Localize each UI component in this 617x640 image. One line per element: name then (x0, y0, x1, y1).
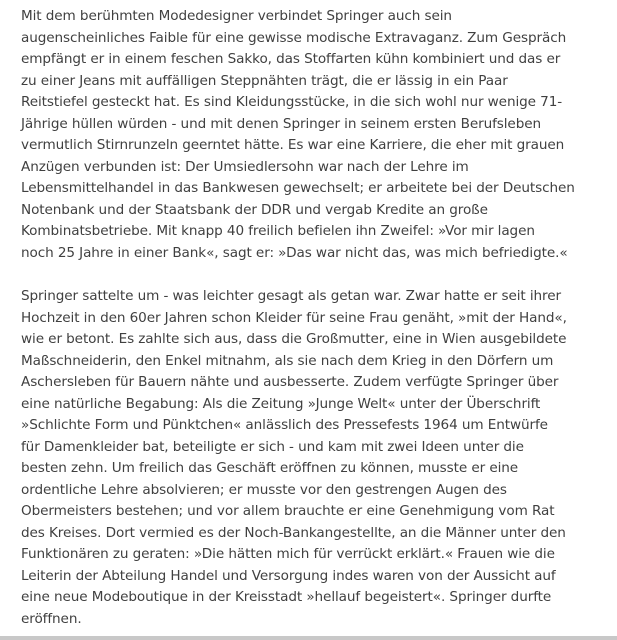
text-line: eine natürliche Begabung: Als die Zeitung »Junge Welt« unter der Überschrift (21, 395, 541, 412)
text-line: empfängt er in einem feschen Sakko, das Stoffarten kühn kombiniert und das er (21, 51, 561, 67)
text-line: vermutlich Stirnrunzeln geerntet hätte. Es war eine Karriere, die eher mit grauen (21, 137, 565, 153)
text-line: Leiterin der Abteilung Handel und Versorgung indes waren von der Aussicht auf (21, 567, 556, 584)
text-line: Reitstiefel gesteckt hat. Es sind Kleidungsstücke, in die sich wohl nur wenige 71- (21, 94, 563, 110)
text-line: Lebensmittelhandel in das Bankwesen gewechselt; er arbeitete bei der Deutschen (21, 180, 575, 196)
text-line: besten zehn. Um freilich das Geschäft eröffnen zu können, musste er eine (21, 460, 519, 476)
text-line: Anzügen verbunden ist: Der Umsiedlersohn war nach der Lehre im (21, 158, 469, 175)
text-line: augenscheinliches Faible für eine gewisse modische Extravaganz. Zum Gespräch (21, 29, 567, 46)
paragraph-1 (21, 6, 575, 264)
text-line: Kombinatsbetriebe. Mit knapp 40 freilich befielen ihn Zweifel: »Vor mir lagen (21, 223, 535, 239)
text-line: Maßschneiderin, den Enkel mitnahm, als sie nach dem Krieg in den Dörfern um (21, 352, 554, 369)
text-line: Mit dem berühmten Modedesigner verbindet Springer auch sein (21, 8, 452, 24)
text-line: Hochzeit in den 60er Jahren schon Kleider für seine Frau genäht, »mit der Hand«, (21, 309, 567, 326)
text-line: Jährige hüllen würden - und mit denen Springer in seinem ersten Berufsleben (21, 115, 542, 132)
text-line: zu einer Jeans mit auffälligen Steppnähten trägt, die er lässig in ein Paar (21, 72, 508, 89)
bottom-divider (0, 636, 617, 640)
text-line: eine neue Modeboutique in der Kreisstadt »hellauf begeistert«. Springer durfte (21, 589, 552, 605)
text-line: Aschersleben für Bauern nähte und ausbesserte. Zudem verfügte Springer über (21, 374, 559, 390)
text-line: Funktionären zu geraten: »Die hätten mich für verrückt erklärt.« Frauen wie die (21, 546, 555, 562)
text-line: »Schlichte Form und Pünktchen« anlässlich des Pressefests 1964 um Entwürfe (21, 417, 548, 433)
text-line: des Kreises. Dort vermied es der Noch-Bankangestellte, an die Männer unter den (21, 524, 566, 541)
text-line: für Damenkleider bat, beteiligte er sich - und kam mit zwei Ideen unter die (21, 438, 524, 455)
text-line: eröffnen. (21, 610, 82, 627)
text-line: Notenbank und der Staatsbank der DDR und vergab Kredite an große (21, 201, 488, 218)
paragraph-2 (21, 286, 567, 630)
text-line: ordentliche Lehre absolvieren; er musste vor den gestrengen Augen des (21, 481, 507, 498)
text-line: noch 25 Jahre in einer Bank«, sagt er: »Das war nicht das, was mich befriedigte.« (21, 244, 568, 261)
text-line: Springer sattelte um - was leichter gesagt als getan war. Zwar hatte er seit ihrer (21, 288, 561, 304)
text-line: Obermeisters bestehen; und vor allem brauchte er eine Genehmigung vom Rat (21, 503, 555, 519)
text-line: wie er betont. Es zahlte sich aus, dass die Großmutter, eine in Wien ausgebildete (21, 331, 567, 347)
